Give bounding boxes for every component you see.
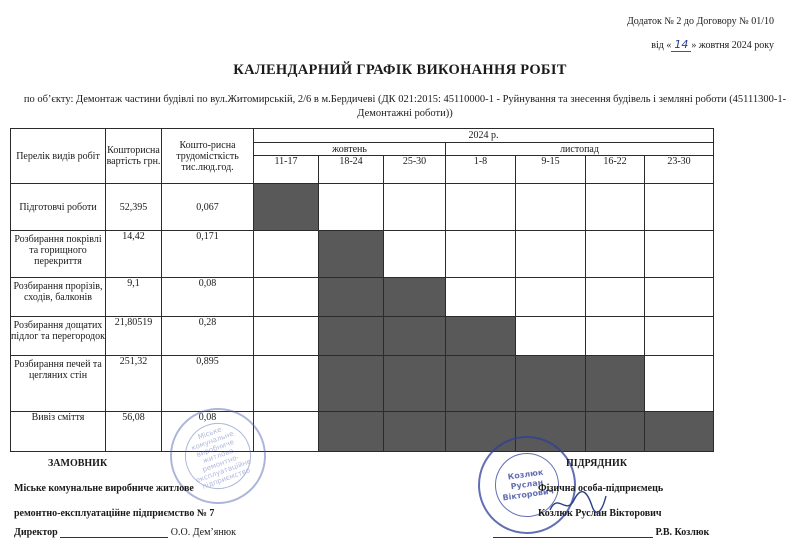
header-cost: Кошторисна вартість грн. [106, 129, 162, 184]
schedule-cell-empty [446, 184, 516, 231]
cost-cell: 21,80519 [106, 317, 162, 356]
contractor-heading: ПІДРЯДНИК [566, 458, 628, 469]
work-name-cell: Розбирання печей та цегляних стін [11, 356, 106, 412]
header-week: 25-30 [384, 156, 446, 184]
work-name-cell: Розбирання прорізів, сходів, балконів [11, 278, 106, 317]
cost-cell: 251,32 [106, 356, 162, 412]
labor-cell: 0,895 [162, 356, 254, 412]
contractor-sign-field [493, 537, 653, 538]
cost-cell: 9,1 [106, 278, 162, 317]
header-month-oct: жовтень [254, 143, 446, 156]
schedule-cell-empty [254, 356, 319, 412]
header-work: Перелік видів робіт [11, 129, 106, 184]
header-year: 2024 р. [254, 129, 714, 143]
customer-name: О.О. Дем’янюк [170, 527, 237, 538]
schedule-cell-filled [319, 317, 384, 356]
document-title: КАЛЕНДАРНИЙ ГРАФІК ВИКОНАННЯ РОБІТ [233, 62, 567, 78]
schedule-cell-filled [384, 412, 446, 452]
header-week: 23-30 [645, 156, 714, 184]
schedule-cell-empty [446, 278, 516, 317]
customer-org-line1: Міське комунальне виробниче житлове [14, 483, 194, 494]
work-name-cell: Розбирання дощатих підлог та перегородок [11, 317, 106, 356]
contractor-signature-line [493, 527, 709, 538]
schedule-cell-empty [516, 184, 586, 231]
labor-cell: 0,08 [162, 278, 254, 317]
table-row [11, 231, 714, 278]
header-month-nov: листопад [446, 143, 714, 156]
schedule-cell-filled [446, 317, 516, 356]
schedule-cell-filled [319, 356, 384, 412]
customer-sign-field [60, 537, 168, 538]
schedule-cell-filled [586, 412, 645, 452]
schedule-cell-filled [384, 278, 446, 317]
customer-signature-line [14, 527, 236, 538]
schedule-cell-empty [645, 231, 714, 278]
header-week: 1-8 [446, 156, 516, 184]
date-suffix: » жовтня 2024 року [691, 40, 774, 51]
schedule-cell-empty [446, 231, 516, 278]
schedule-cell-empty [645, 317, 714, 356]
table-row [11, 184, 714, 231]
cost-cell: 56,08 [106, 412, 162, 452]
table-row [11, 317, 714, 356]
object-description: по об’єкту: Демонтаж частини будівлі по вул.Житомирській, 2/6 в м.Бердичеві (ДК 021:2015: 45110000-1 - Руйнування та знесення будівель і земляні роботи (45111300-1- Демонтажні роботи)) [23, 94, 787, 119]
schedule-cell-empty [516, 317, 586, 356]
labor-cell: 0,08 [162, 412, 254, 452]
contractor-name: Р.В. Козлюк [655, 527, 710, 538]
schedule-cell-empty [586, 278, 645, 317]
schedule-cell-filled [516, 356, 586, 412]
schedule-cell-filled [586, 356, 645, 412]
schedule-cell-empty [586, 317, 645, 356]
header-week: 16-22 [586, 156, 645, 184]
contractor-stamp-text: Козлюк Руслан Вікторович [491, 449, 563, 521]
schedule-cell-empty [586, 231, 645, 278]
header-labor: Кошто-рисна трудомісткість тис.люд.год. [162, 129, 254, 184]
schedule-cell-empty [516, 278, 586, 317]
schedule-cell-empty [645, 278, 714, 317]
cost-cell: 14,42 [106, 231, 162, 278]
schedule-cell-filled [645, 412, 714, 452]
date-prefix: від « [651, 40, 672, 51]
schedule-cell-filled [384, 356, 446, 412]
header-week: 9-15 [516, 156, 586, 184]
customer-stamp-text: Міське комунальне виробниче житлове ремонтно-експлуатаційне підприємство [176, 414, 261, 499]
header-week: 11-17 [254, 156, 319, 184]
schedule-cell-filled [384, 317, 446, 356]
customer-heading: ЗАМОВНИК [48, 458, 108, 469]
annex-reference: Додаток № 2 до Договору № 01/10 [626, 16, 774, 27]
contract-date [651, 38, 774, 51]
schedule-cell-filled [446, 356, 516, 412]
schedule-cell-empty [645, 356, 714, 412]
customer-position: Директор [14, 527, 58, 538]
schedule-cell-empty [645, 184, 714, 231]
schedule-body [11, 184, 714, 452]
schedule-cell-empty [254, 231, 319, 278]
customer-org-line2: ремонтно-експлуатаційне підприємство № 7 [14, 508, 215, 519]
schedule-cell-empty [384, 231, 446, 278]
labor-cell: 0,171 [162, 231, 254, 278]
labor-cell: 0,067 [162, 184, 254, 231]
contractor-signature-mark [548, 488, 608, 518]
schedule-table [10, 128, 714, 452]
table-row [11, 278, 714, 317]
work-name-cell: Підготовчі роботи [11, 184, 106, 231]
schedule-cell-empty [516, 231, 586, 278]
cost-cell: 52,395 [106, 184, 162, 231]
schedule-cell-empty [254, 317, 319, 356]
schedule-cell-filled [254, 184, 319, 231]
schedule-cell-empty [319, 184, 384, 231]
schedule-cell-filled [319, 412, 384, 452]
schedule-cell-empty [384, 184, 446, 231]
schedule-cell-empty [254, 278, 319, 317]
labor-cell: 0,28 [162, 317, 254, 356]
table-row [11, 356, 714, 412]
contractor-org-line1: Фізична особа-підприємець [538, 483, 664, 494]
work-name-cell: Вивіз сміття [11, 412, 106, 452]
schedule-cell-filled [319, 231, 384, 278]
table-row [11, 412, 714, 452]
header-week: 18-24 [319, 156, 384, 184]
work-name-cell: Розбирання покрівлі та горищного перекриття [11, 231, 106, 278]
date-day: 14 [671, 38, 691, 52]
schedule-cell-empty [586, 184, 645, 231]
contractor-org-line2: Козлюк Руслан Вікторович [538, 508, 662, 519]
schedule-cell-filled [319, 278, 384, 317]
